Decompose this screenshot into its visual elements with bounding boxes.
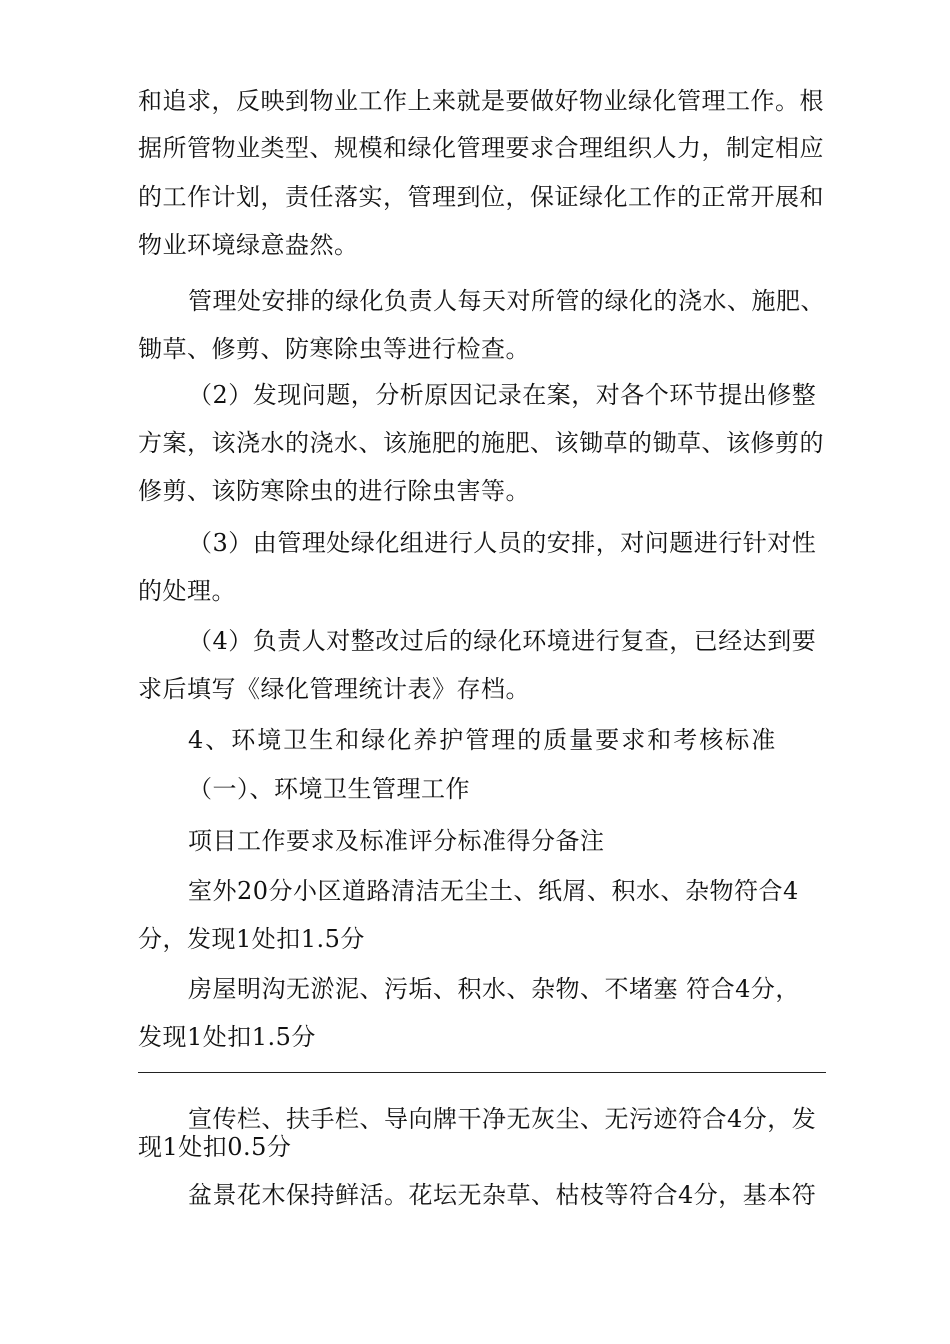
- paragraph-line: 宣传栏、扶手栏、导向牌干净无灰尘、无污迹符合4分，发: [188, 1105, 817, 1133]
- subsection-heading: （一）、环境卫生管理工作: [188, 775, 470, 803]
- section-heading: 4、环境卫生和绿化养护管理的质量要求和考核标准: [188, 726, 778, 754]
- paragraph-line: 方案，该浇水的浇水、该施肥的施肥、该锄草的锄草、该修剪的: [138, 429, 824, 457]
- paragraph-line: 和追求，反映到物业工作上来就是要做好物业绿化管理工作。根: [138, 87, 824, 115]
- paragraph-line: 分，发现1处扣1.5分: [138, 925, 365, 953]
- paragraph-line: 修剪、该防寒除虫的进行除虫害等。: [138, 477, 530, 505]
- horizontal-divider: [138, 1072, 826, 1073]
- paragraph-line: 锄草、修剪、防寒除虫等进行检查。: [138, 335, 530, 363]
- table-header-line: 项目工作要求及标准评分标准得分备注: [188, 827, 605, 855]
- paragraph-line: 发现1处扣1.5分: [138, 1023, 316, 1051]
- paragraph-line: 物业环境绿意盎然。: [138, 231, 359, 259]
- paragraph-line: 的工作计划，责任落实，管理到位，保证绿化工作的正常开展和: [138, 183, 824, 211]
- paragraph-line: （3）由管理处绿化组进行人员的安排，对问题进行针对性: [188, 529, 817, 557]
- paragraph-line: 现1处扣0.5分: [138, 1133, 292, 1161]
- paragraph-line: 室外20分小区道路清洁无尘土、纸屑、积水、杂物符合4: [188, 877, 799, 905]
- paragraph-line: （4）负责人对整改过后的绿化环境进行复查，已经达到要: [188, 627, 817, 655]
- paragraph-line: 求后填写《绿化管理统计表》存档。: [138, 675, 530, 703]
- paragraph-line: 据所管物业类型、规模和绿化管理要求合理组织人力，制定相应: [138, 134, 824, 162]
- paragraph-line: （2）发现问题，分析原因记录在案，对各个环节提出修整: [188, 381, 817, 409]
- paragraph-line: 房屋明沟无淤泥、污垢、积水、杂物、不堵塞 符合4分，: [188, 975, 800, 1003]
- paragraph-line: 的处理。: [138, 577, 236, 605]
- paragraph-line: 管理处安排的绿化负责人每天对所管的绿化的浇水、施肥、: [188, 287, 825, 315]
- paragraph-line: 盆景花木保持鲜活。花坛无杂草、枯枝等符合4分，基本符: [188, 1181, 817, 1209]
